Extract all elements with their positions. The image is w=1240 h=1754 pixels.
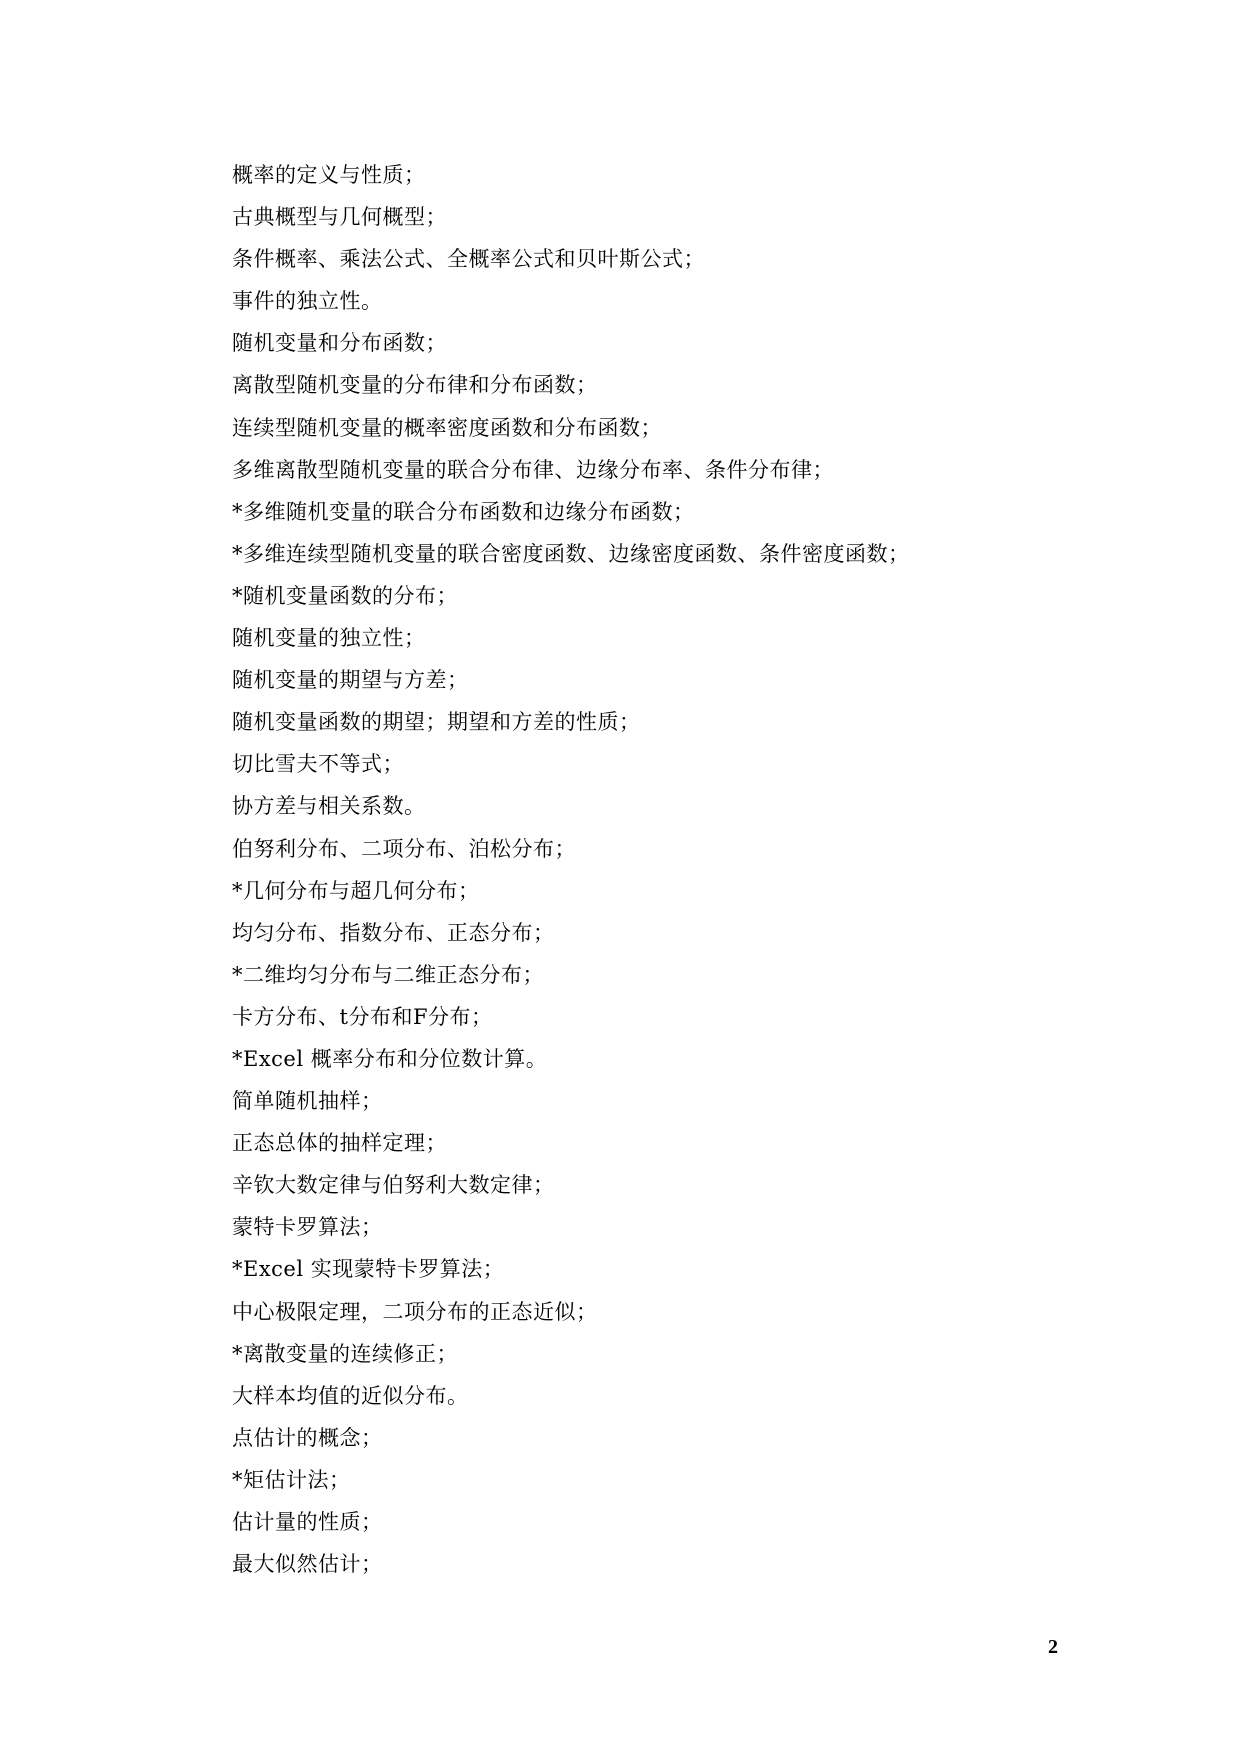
topic-line: 切比雪夫不等式； (232, 752, 404, 777)
topic-line: 连续型随机变量的概率密度函数和分布函数； (232, 415, 662, 440)
topic-line: 估计量的性质； (232, 1510, 383, 1534)
topic-list (232, 154, 1132, 1585)
topic-line: *二维均匀分布与二维正态分布； (232, 962, 544, 987)
topic-line: 多维离散型随机变量的联合分布律、边缘分布率、条件分布律； (232, 457, 834, 482)
topic-line: 中心极限定理，二项分布的正态近似； (232, 1299, 598, 1324)
topic-line: *多维连续型随机变量的联合密度函数、边缘密度函数、条件密度函数； (232, 541, 910, 566)
topic-line: 最大似然估计； (232, 1552, 383, 1577)
topic-line: 古典概型与几何概型； (232, 205, 447, 230)
topic-line: *Excel 实现蒙特卡罗算法； (232, 1257, 505, 1282)
topic-line: 均匀分布、指数分布、正态分布； (232, 920, 555, 945)
topic-line: 伯努利分布、二项分布、泊松分布； (232, 836, 576, 861)
topic-line: 卡方分布、t分布和F分布； (232, 1004, 493, 1029)
topic-line: 正态总体的抽样定理； (232, 1131, 447, 1156)
topic-line: 协方差与相关系数。 (232, 794, 426, 819)
topic-line: 随机变量和分布函数； (232, 331, 447, 356)
topic-line: 随机变量的独立性； (232, 626, 426, 651)
topic-line: 随机变量的期望与方差； (232, 668, 469, 693)
topic-line: 条件概率、乘法公式、全概率公式和贝叶斯公式； (232, 247, 705, 272)
topic-line: 简单随机抽样； (232, 1089, 383, 1114)
topic-line: 点估计的概念； (232, 1425, 383, 1450)
page-number: 2 (1048, 1636, 1058, 1658)
topic-line: *随机变量函数的分布； (232, 583, 458, 608)
topic-line: 蒙特卡罗算法； (232, 1215, 383, 1240)
topic-line: 事件的独立性。 (232, 289, 383, 314)
topic-line: 概率的定义与性质； (232, 163, 426, 187)
topic-line: 大样本均值的近似分布。 (232, 1383, 469, 1408)
topic-line: 辛钦大数定律与伯努利大数定律； (232, 1173, 555, 1198)
topic-line: 离散型随机变量的分布律和分布函数； (232, 373, 598, 398)
topic-line: *矩估计法； (232, 1467, 351, 1492)
topic-line: *多维随机变量的联合分布函数和边缘分布函数； (232, 499, 695, 524)
topic-line: 随机变量函数的期望；期望和方差的性质； (232, 710, 641, 735)
topic-line: *离散变量的连续修正； (232, 1341, 458, 1366)
topic-line: *几何分布与超几何分布； (232, 878, 480, 903)
topic-line: *Excel 概率分布和分位数计算。 (232, 1046, 548, 1071)
